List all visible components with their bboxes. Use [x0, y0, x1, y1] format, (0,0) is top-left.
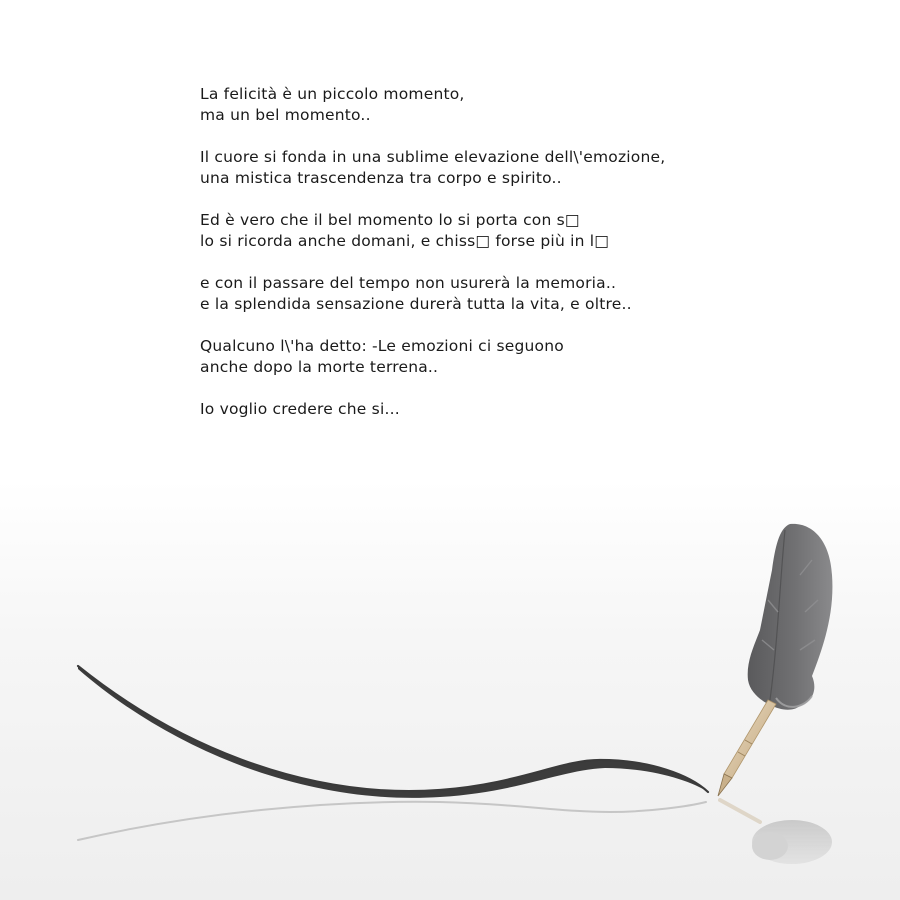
poem-line: Ed è vero che il bel momento lo si porta con s□ — [200, 211, 580, 229]
ink-stroke — [78, 666, 708, 798]
feather — [748, 524, 833, 710]
quill-reflection — [720, 800, 832, 864]
poem-line: e la splendida sensazione durerà tutta la vita, e oltre.. — [200, 295, 632, 313]
poem-line: ma un bel momento.. — [200, 106, 371, 124]
poem-text — [200, 84, 820, 420]
poem-line: anche dopo la morte terrena.. — [200, 358, 439, 376]
poem-stanza — [200, 399, 820, 420]
poem-stanza — [200, 147, 820, 189]
poem-stanza — [200, 84, 820, 126]
quill-nib — [718, 700, 776, 796]
poem-line: Io voglio credere che si... — [200, 400, 400, 418]
poem-line: e con il passare del tempo non usurerà la memoria.. — [200, 274, 617, 292]
poem-stanza — [200, 336, 820, 378]
poem-stanza — [200, 273, 820, 315]
poem-line: Qualcuno l\'ha detto: -Le emozioni ci seguono — [200, 337, 564, 355]
poem-stanza — [200, 210, 820, 252]
poem-line: una mistica trascendenza tra corpo e spirito.. — [200, 169, 562, 187]
poem-line: La felicità è un piccolo momento, — [200, 85, 465, 103]
ink-stroke-reflection — [78, 802, 706, 840]
poem-line: Il cuore si fonda in una sublime elevazione dell\'emozione, — [200, 148, 666, 166]
poem-line: lo si ricorda anche domani, e chiss□ forse più in l□ — [200, 232, 610, 250]
